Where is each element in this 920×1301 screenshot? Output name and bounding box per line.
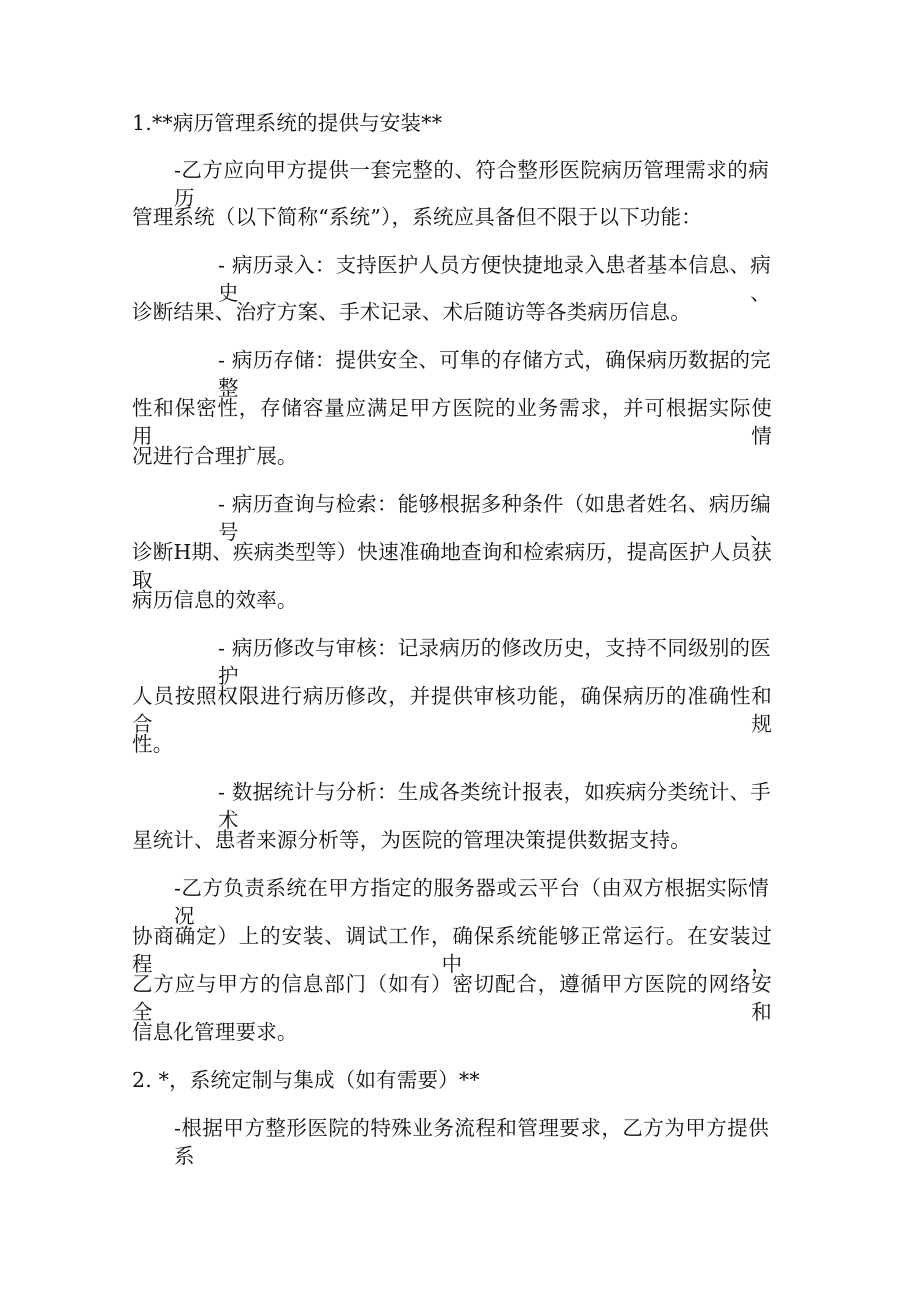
list-item-line: 人员按照权限进行病历修改，并提供审核功能，确保病历的准确性和合规 bbox=[132, 684, 772, 736]
list-item-line: 诊断结果、治疗方案、手术记录、术后随访等各类病历信息。 bbox=[132, 300, 691, 324]
list-item-line: 性和保密性，存储容量应满足甲方医院的业务需求，并可根据实际使用情 bbox=[132, 396, 772, 448]
list-item-line: 星统计、患者来源分析等，为医院的管理决策提供数据支持。 bbox=[132, 828, 691, 852]
paragraph-line: 信息化管理要求。 bbox=[132, 1020, 298, 1044]
list-item-line: - 病历修改与审核：记录病历的修改历史，支持不同级别的医护 bbox=[218, 636, 771, 688]
list-item-line: 病历信息的效率。 bbox=[132, 588, 298, 612]
section-heading-1: 1.**病历管理系统的提供与安装** bbox=[132, 111, 443, 135]
list-item-line: - 数据统计与分析：生成各类统计报表，如疾病分类统计、手术 bbox=[218, 780, 771, 832]
list-item-line: 况进行合理扩展。 bbox=[132, 444, 298, 468]
list-item-line: 诊断H期、疾病类型等）快速准确地查询和检索病历，提高医护人员获取 bbox=[132, 540, 772, 592]
paragraph-line: -乙方负责系统在甲方指定的服务器或云平台（由双方根据实际情况 bbox=[174, 876, 769, 928]
paragraph-line: -乙方应向甲方提供一套完整的、符合整形医院病历管理需求的病历 bbox=[174, 158, 769, 210]
paragraph-line: 管理系统（以下简称“系统”），系统应具备但不限于以下功能： bbox=[132, 205, 703, 229]
list-item-line: - 病历查询与检索：能够根据多种条件（如患者姓名、病历编号、 bbox=[218, 492, 771, 544]
paragraph-line: -根据甲方整形医院的特殊业务流程和管理要求，乙方为甲方提供系 bbox=[174, 1116, 769, 1168]
list-item-line: - 病历存储：提供安全、可隼的存储方式，确保病历数据的完整 bbox=[218, 348, 771, 400]
list-item-line: - 病历录入：支持医护人员方便快捷地录入患者基本信息、病史、 bbox=[218, 253, 771, 305]
list-item-line: 性。 bbox=[132, 732, 174, 756]
paragraph-line: 乙方应与甲方的信息部门（如有）密切配合，遵循甲方医院的网络安全和 bbox=[132, 972, 772, 1024]
paragraph-line: 协商确定）上的安装、调试工作，确保系统能够正常运行。在安装过程中， bbox=[132, 924, 772, 976]
section-heading-2: 2. *，系统定制与集成（如有需要）** bbox=[132, 1068, 480, 1092]
